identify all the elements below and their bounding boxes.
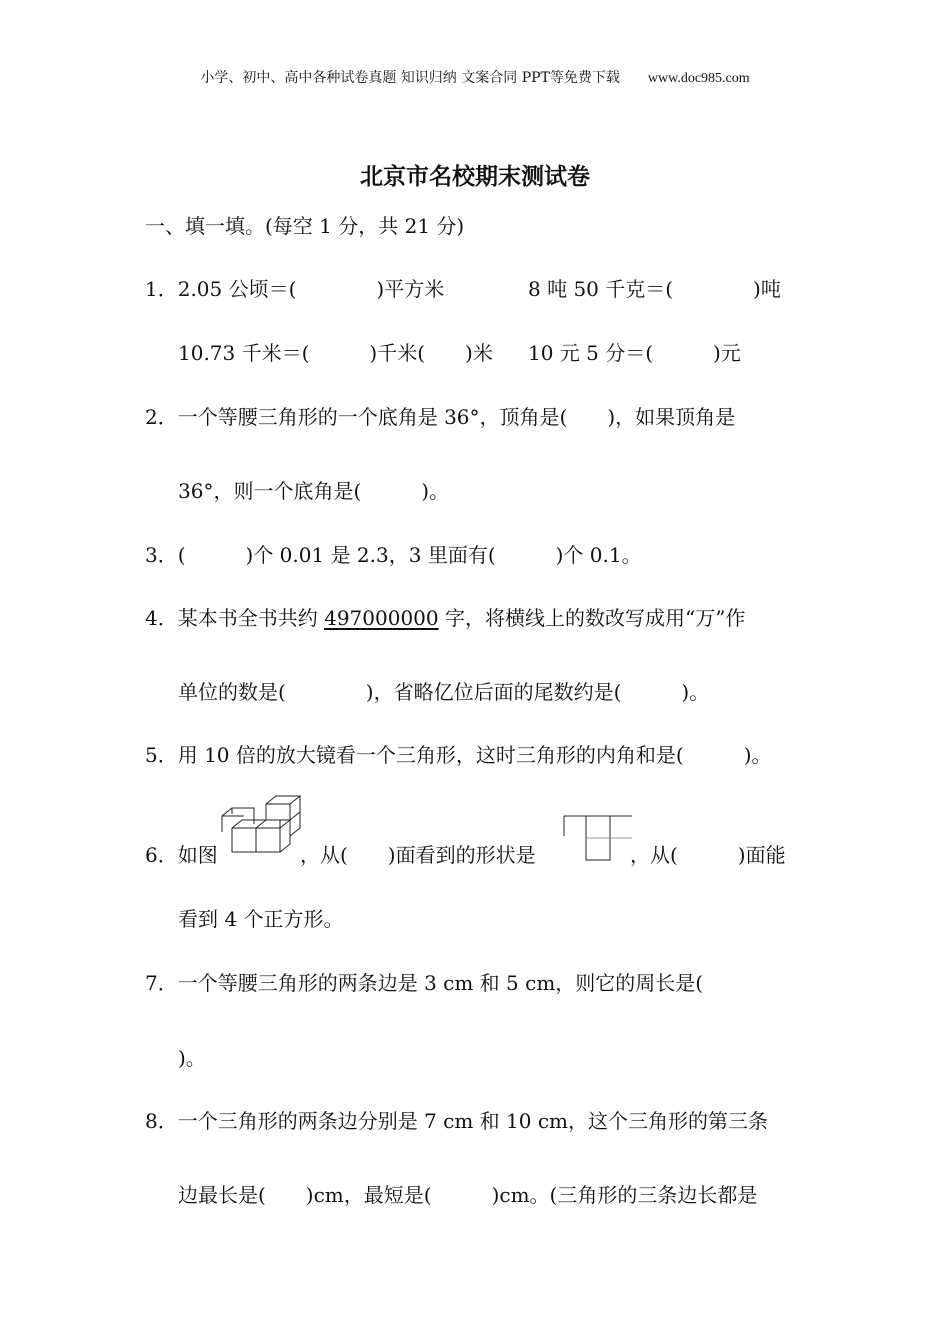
q4-underlined-number: 497000000 <box>324 606 439 630</box>
q2-line1: 2．一个等腰三角形的一个底角是 36°，顶角是( )，如果顶角是 <box>145 405 736 429</box>
q7-line1: 7．一个等腰三角形的两条边是 3 cm 和 5 cm，则它的周长是( <box>145 971 704 995</box>
q1-line1-left: 1．2.05 公顷＝( )平方米 <box>145 277 445 301</box>
cube-stack-figure <box>218 790 306 862</box>
q3-line1: 3．( )个 0.01 是 2.3，3 里面有( )个 0.1。 <box>145 543 642 567</box>
q8-line1: 8．一个三角形的两条边分别是 7 cm 和 10 cm，这个三角形的第三条 <box>145 1109 769 1133</box>
header-text: 小学、初中、高中各种试卷真题 知识归纳 文案合同 PPT等免费下载 <box>200 70 620 86</box>
q2-line2: 36°，则一个底角是( )。 <box>178 479 450 503</box>
q4-line1 <box>145 605 745 631</box>
q4-prefix: 4．某本书全书共约 <box>145 606 325 630</box>
page-header <box>0 68 950 89</box>
header-url[interactable]: www.doc985.com <box>647 71 750 86</box>
q6-suffix: ，从( )面能 <box>630 843 786 867</box>
q4-suffix: 字，将横线上的数改写成用“万”作 <box>438 606 746 630</box>
q6-line2: 看到 4 个正方形。 <box>178 907 344 931</box>
section-heading: 一、填一填。(每空 1 分，共 21 分) <box>145 214 465 238</box>
q8-line2: 边最长是( )cm，最短是( )cm。(三角形的三条边长都是 <box>178 1183 758 1207</box>
page-title: 北京市名校期末测试卷 <box>360 164 590 190</box>
q1-line1-right: 8 吨 50 千克＝( )吨 <box>528 277 781 301</box>
q1-line2-right: 10 元 5 分＝( )元 <box>528 341 741 365</box>
q1-line2-left: 10.73 千米＝( )千米( )米 <box>178 341 493 365</box>
view-shape-figure <box>560 814 634 864</box>
q6-middle: ，从( )面看到的形状是 <box>300 843 536 867</box>
q6-prefix: 6．如图 <box>145 843 218 867</box>
q7-line2: )。 <box>178 1046 206 1070</box>
q4-line2: 单位的数是( )，省略亿位后面的尾数约是( )。 <box>178 680 710 704</box>
q5-line1: 5．用 10 倍的放大镜看一个三角形，这时三角形的内角和是( )。 <box>145 743 772 767</box>
